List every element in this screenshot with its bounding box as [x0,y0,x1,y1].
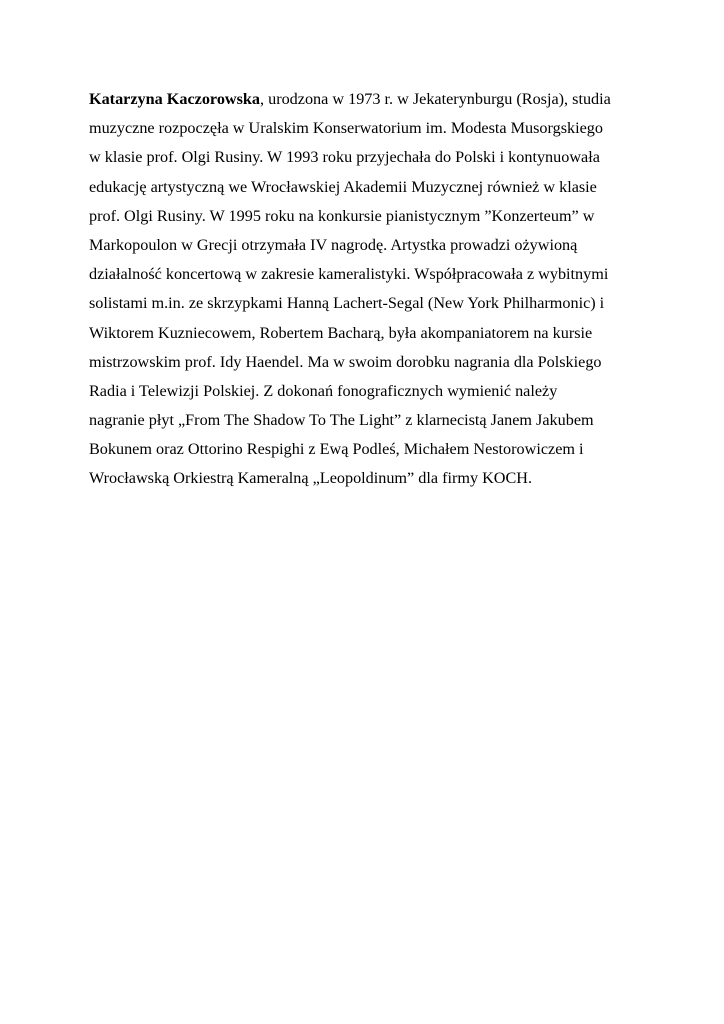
paragraph-line: w klasie prof. Olgi Rusiny. W 1993 roku przyjechała do Polski i kontynuowała [89,148,600,167]
artist-name: Katarzyna Kaczorowska [89,90,260,108]
paragraph-line: Wrocławską Orkiestrą Kameralną „Leopoldinum” dla firmy KOCH. [89,469,533,488]
line-text: , urodzona w 1973 r. w Jekaterynburgu (Rosja), studia [260,90,611,108]
paragraph-line: prof. Olgi Rusiny. W 1995 roku na konkursie pianistycznym ”Konzerteum” w [89,206,595,225]
paragraph-line: solistami m.in. ze skrzypkami Hanną Lachert-Segal (New York Philharmonic) i [89,294,605,313]
paragraph-line: edukację artystyczną we Wrocławskiej Akademii Muzycznej również w klasie [89,177,597,196]
paragraph-line: muzyczne rozpoczęła w Uralskim Konserwatorium im. Modesta Musorgskiego [89,119,603,138]
paragraph-line: działalność koncertową w zakresie kameralistyki. Współpracowała z wybitnymi [89,265,609,284]
biography-paragraph [89,85,649,494]
paragraph-line: Wiktorem Kuzniecowem, Robertem Bacharą, była akompaniatorem na kursie [89,323,593,342]
paragraph-line: Radia i Telewizji Polskiej. Z dokonań fonograficznych wymienić należy [89,381,558,400]
paragraph-line: Bokunem oraz Ottorino Respighi z Ewą Podleś, Michałem Nestorowiczem i [89,440,584,459]
paragraph-line: mistrzowskim prof. Idy Haendel. Ma w swoim dorobku nagrania dla Polskiego [89,352,602,371]
paragraph-line [89,85,649,114]
paragraph-line: Markopoulon w Grecji otrzymała IV nagrodę. Artystka prowadzi ożywioną [89,235,578,254]
paragraph-line: nagranie płyt „From The Shadow To The Light” z klarnecistą Janem Jakubem [89,411,594,430]
